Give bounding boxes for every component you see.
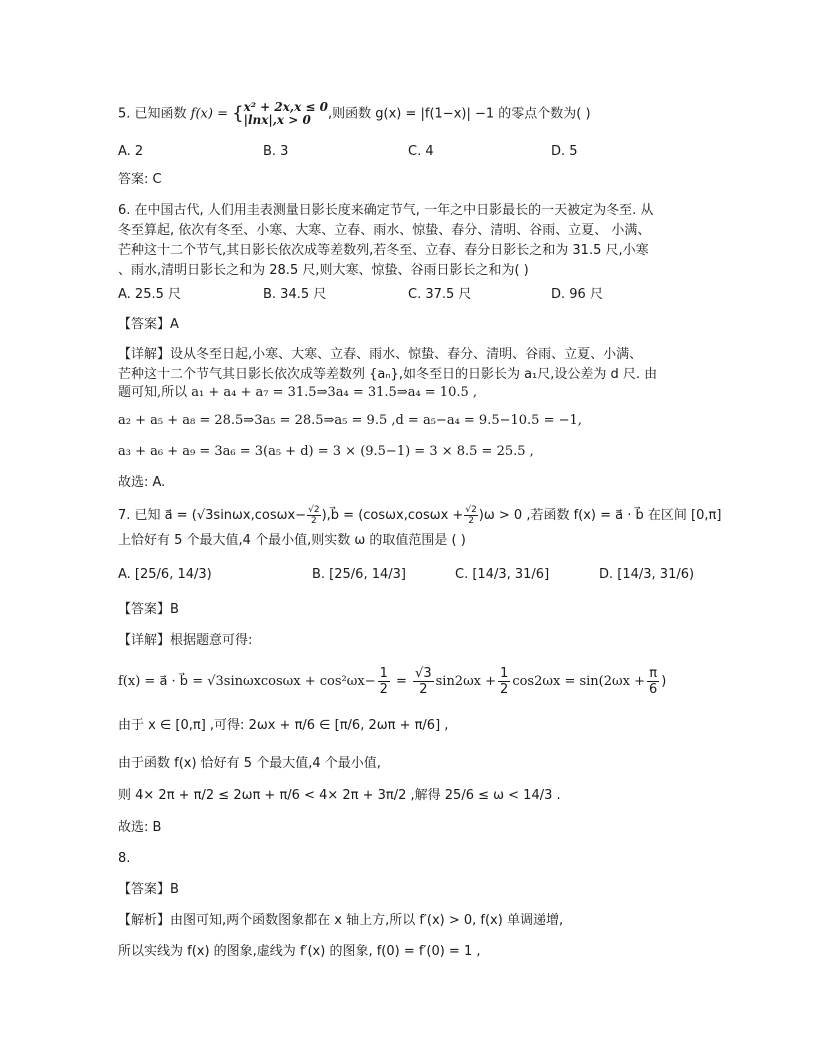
q6-option-d: D. 96 尺 [551,287,603,302]
q5-option-b: B. 3 [263,144,289,159]
q6-option-a: A. 25.5 尺 [118,287,182,302]
denominator: 2 [468,516,474,526]
q8-number: 8. [118,851,131,866]
q7-detail: 【详解】根据题意可得: [118,633,253,648]
q7-option-d: D. [14/3, 31/6) [599,567,695,582]
fraction-pi-six [647,666,659,697]
denominator: 2 [500,682,509,697]
q5-fx: f(x) = [190,106,233,122]
q6-stem-line: 冬至算起, 依次有冬至、小寒、大寒、立春、雨水、惊蛰、春分、清明、谷雨、立夏、 小满、 [118,223,651,238]
q7-eq1: f(x) = a⃗ · b⃗ = √3sinωxcosωx + cos²ωx− $\frac{1}{2}$ = $\frac{√3}{2}$ sin2ωx + $\frac{1}{2}$ cos2ωx = sin(2ωx + $\frac{\pi}{6}$ ) [118,666,667,697]
q8-answer: 【答案】B [118,882,179,897]
q6-stem-line: 6. 在中国古代, 人们用圭表测量日影长度来确定节气, 一年之中日影最长的一天被定为冬至. 从 [118,203,654,218]
left-brace: { [232,103,244,124]
q6-option-c: C. 37.5 尺 [408,287,472,302]
q7-eq3: 由于函数 f(x) 恰好有 5 个最大值,4 个最小值, [118,756,381,771]
numerator: √3 [415,666,432,681]
q6-detail-line: a₃ + a₆ + a₉ = 3a₆ = 3(a₅ + d) = 3 × (9.5−1) = 3 × 8.5 = 25.5 , [118,444,534,459]
q7-eq1-c: cos2ωx = sin(2ωx + [512,674,645,689]
q7-option-c: C. [14/3, 31/6] [455,567,550,582]
q8-analysis-line: 【解析】由图可知,两个函数图象都在 x 轴上方,所以 f′(x) > 0, f(x) 单调递增, [118,913,564,928]
q6-stem-line: 、雨水,清明日影长之和为 28.5 尺,则大寒、惊蛰、谷雨日影长之和为( ) [118,263,529,278]
fraction-sqrt3-half [413,666,434,697]
q7-conclusion: 故选: B [118,820,162,835]
q7-eq1-b: sin2ωx + [435,674,497,689]
fraction-half [378,666,390,697]
q6-option-b: B. 34.5 尺 [263,287,327,302]
q7-option-a: A. [25/6, 14/3) [118,567,212,582]
q5-option-c: C. 4 [408,144,434,159]
q7-eq4: 则 4× 2π + π/2 ≤ 2ωπ + π/6 < 4× 2π + 3π/2 ,解得 25/6 ≤ ω < 14/3 . [118,788,561,803]
fraction [464,505,477,526]
fraction [307,505,320,526]
q5-stem [118,101,591,127]
q5-piece2: |lnx|,x > 0 [243,113,311,127]
q5-option-a: A. 2 [118,144,144,159]
q7-eq2: 由于 x ∈ [0,π] ,可得: 2ωx + π/6 ∈ [π/6, 2ωπ + π/6] , [118,718,449,733]
q5-answer: 答案: C [118,172,162,187]
q6-detail-line: 【详解】设从冬至日起,小寒、大寒、立春、雨水、惊蛰、春分、清明、谷雨、立夏、小满、 [118,347,643,362]
q7-stem-c: )ω > 0 ,若函数 f(x) = a⃗ · b⃗ 在区间 [0,π] [478,508,722,523]
q6-detail-line: 题可知,所以 a₁ + a₄ + a₇ = 31.5⇒3a₄ = 31.5⇒a₄ = 10.5 , [118,385,478,400]
q7-stem2: 上恰好有 5 个最大值,4 个最小值,则实数 ω 的取值范围是 ( ) [118,533,466,548]
q5-piece1: x² + 2x,x ≤ 0 [243,100,328,114]
q5-suffix: ,则函数 g(x) = |f(1−x)| −1 的零点个数为( ) [328,106,591,122]
q6-answer: 【答案】A [118,317,179,332]
q5-option-d: D. 5 [551,144,578,159]
q5-prefix: 5. 已知函数 [118,106,191,122]
q6-stem-line: 芒种这十二个节气,其日影长依次成等差数列,若冬至、立春、春分日影长之和为 31.5 尺,小寒 [118,243,649,258]
q8-analysis-line: 所以实线为 f(x) 的图象,虚线为 f′(x) 的图象, f(0) = f′(0) = 1 , [118,944,481,959]
numerator: 1 [500,666,509,681]
denominator: 2 [419,682,428,697]
denominator: 2 [379,682,388,697]
q6-detail-line: 芒种这十二个节气其日影长依次成等差数列 {aₙ},如冬至日的日影长为 a₁尺,设公差为 d 尺. 由 [118,367,658,382]
q5-piecewise [244,101,328,127]
numerator: √2 [308,505,320,515]
q7-eq1-a: f(x) = a⃗ · b⃗ = √3sinωxcosωx + cos²ωx− [118,674,376,689]
q7-stem [118,505,721,526]
q6-detail-line: a₂ + a₅ + a₈ = 28.5⇒3a₅ = 28.5⇒a₅ = 9.5 ,d = a₅−a₄ = 9.5−10.5 = −1, [118,413,582,428]
q7-answer: 【答案】B [118,602,179,617]
numerator: 1 [379,666,388,681]
q7-option-b: B. [25/6, 14/3] [312,567,406,582]
numerator: π [647,666,659,682]
q6-conclusion: 故选: A. [118,475,166,490]
fraction-half [498,666,510,697]
q7-stem-b: ),b⃗ = (cosωx,cosωx + [321,508,464,523]
numerator: √2 [465,505,477,515]
denominator: 2 [310,516,317,526]
q7-stem-a: 7. 已知 a⃗ = (√3sinωx,cosωx− [118,508,307,523]
denominator: 6 [648,682,658,697]
